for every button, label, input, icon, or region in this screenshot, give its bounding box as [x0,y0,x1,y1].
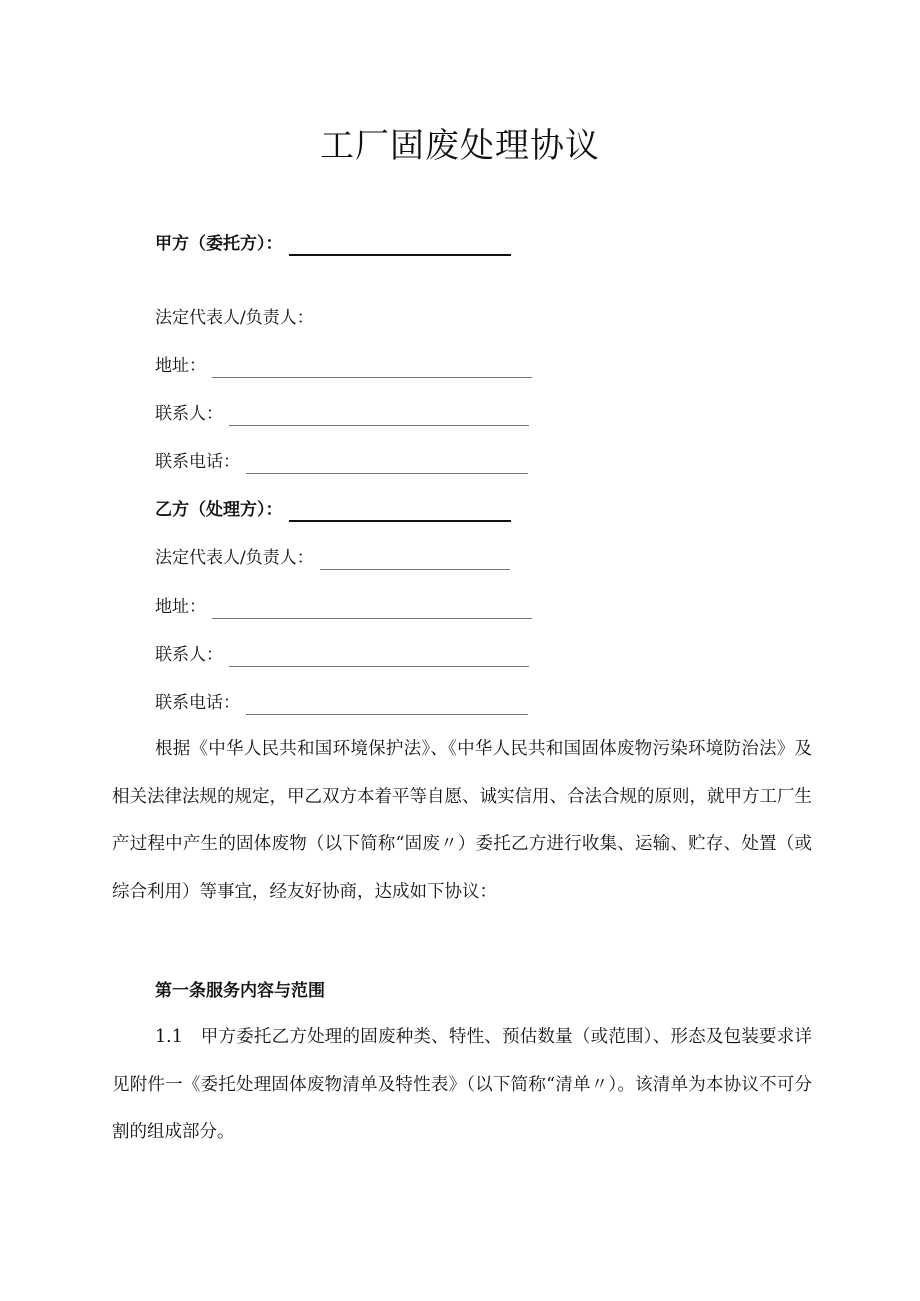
article-1-heading: 第一条服务内容与范围 [155,981,325,1001]
party-a-address-blank[interactable] [212,357,532,378]
party-a-rep-label: 法定代表人/负责人： [155,308,314,328]
party-b-label: 乙方（处理方）： [155,500,283,520]
party-b-address-label: 地址： [155,597,206,617]
party-b-rep-field [155,540,510,570]
preamble-paragraph: 根据《中华人民共和国环境保护法》、《中华人民共和国固体废物污染环境防治法》及相关法律法规的规定，甲乙双方本着平等自愿、诚实信用、合法合规的原则，就甲方工厂生产过程中产生的固体废物（以下简称“固废〃）委托乙方进行收集、运输、贮存、处置（或综合利用）等事宜，经友好协商，达成如下协议： [112,739,812,902]
party-b-contact-field [155,637,529,667]
party-a-address-label: 地址： [155,356,206,376]
party-b-contact-label: 联系人： [155,645,223,665]
party-a-field [155,226,511,256]
party-b-phone-blank[interactable] [246,694,528,715]
clause-1-1-paragraph: 1.1 甲方委托乙方处理的固废种类、特性、预估数量（或范围）、形态及包装要求详见附件一《委托处理固体废物清单及特性表》（以下简称“清单〃）。该清单为本协议不可分割的组成部分。 [112,1027,812,1142]
party-a-label: 甲方（委托方）： [155,234,283,254]
party-b-address-blank[interactable] [212,598,532,619]
party-a-phone-label: 联系电话： [155,452,240,472]
party-b-phone-field [155,685,528,715]
party-b-address-field [155,589,532,619]
party-a-contact-label: 联系人： [155,404,223,424]
party-a-phone-field [155,444,528,474]
party-a-address-field [155,348,532,378]
party-a-contact-field [155,396,529,426]
party-a-phone-blank[interactable] [246,453,528,474]
document-title: 工厂固废处理协议 [320,126,600,166]
party-a-contact-blank[interactable] [229,405,529,426]
party-b-field [155,492,511,522]
party-b-rep-blank[interactable] [320,549,510,570]
party-b-phone-label: 联系电话： [155,693,240,713]
party-b-contact-blank[interactable] [229,646,529,667]
party-a-blank[interactable] [289,234,511,256]
party-a-rep-field [155,300,314,330]
party-b-rep-label: 法定代表人/负责人： [155,548,314,568]
party-b-blank[interactable] [289,500,511,522]
